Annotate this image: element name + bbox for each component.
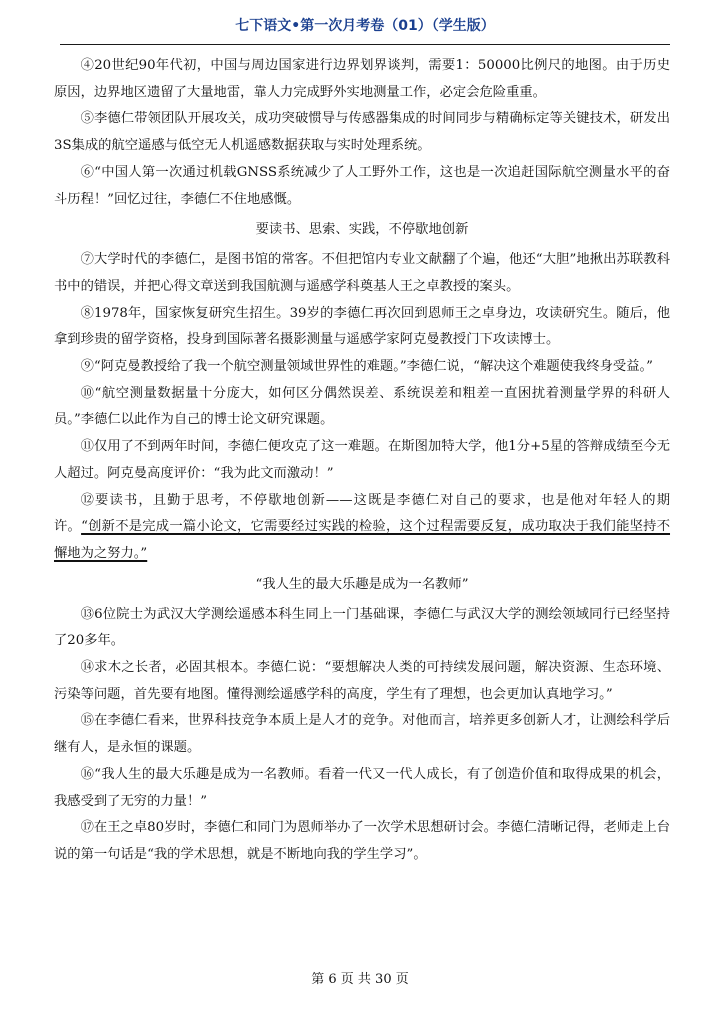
paragraph-12: [54, 488, 670, 568]
paragraph-11: ⑪仅用了不到两年时间，李德仁便攻克了这一难题。在斯图加特大学，他1分+5星的答辩成绩至今无人超过。阿克曼高度评价：“我为此文而激动！”: [54, 439, 670, 481]
paragraph-5: ⑤李德仁带领团队开展攻关，成功突破惯导与传感器集成的时间同步与精确标定等关键技术，研发出3S集成的航空遥感与低空无人机遥感数据获取与实时处理系统。: [54, 111, 670, 154]
paragraph-13: ⑬6位院士为武汉大学测绘遥感本科生同上一门基础课，李德仁与武汉大学的测绘领域同行已经坚持了20多年。: [54, 606, 670, 649]
paragraph-14: ⑭求木之长者，必固其根本。李德仁说：“要想解决人类的可持续发展问题，解决资源、生态环境、污染等问题，首先要有地图。懂得测绘遥感学科的高度，学生有了理想，也会更加认真地学习。”: [54, 660, 670, 702]
page-header: [60, 14, 670, 45]
paragraph-15: ⑮在李德仁看来，世界科技竞争本质上是人才的竞争。对他而言，培养更多创新人才，让测绘科学后继有人，是永恒的课题。: [54, 713, 670, 756]
underlined-quote: “创新不是完成一篇小论文，它需要经过实践的检验，这个过程需要反复，成功取决于我们能坚持不懈地为之努力。”: [54, 519, 671, 561]
paragraph-4: ④20世纪90年代初，中国与周边国家进行边界划界谈判，需要1：50000比例尺的地图。由于历史原因，边界地区遗留了大量地雷，靠人力完成野外实地测量工作，必定会危险重重。: [54, 58, 670, 100]
paragraph-7: ⑦大学时代的李德仁，是图书馆的常客。不但把馆内专业文献翻了个遍，他还“大胆”地揪出苏联教科书中的错误，并把心得文章送到我国航测与遥感学科奠基人王之卓教授的案头。: [54, 252, 670, 294]
paragraph-8: ⑧1978年，国家恢复研究生招生。39岁的李德仁再次回到恩师王之卓身边，攻读研究生。随后，他拿到珍贵的留学资格，投身到国际著名摄影测量与遥感学家阿克曼教授门下攻读博士。: [54, 305, 670, 348]
header-title: 七下语文•第一次月考卷（01）（学生版）: [235, 18, 495, 34]
paragraph-9: ⑨“阿克曼教授给了我一个航空测量领域世界性的难题。”李德仁说，“解决这个难题使我终身受益。”: [80, 359, 653, 375]
subheading-reading-innovation: 要读书、思索、实践，不停歇地创新: [255, 222, 469, 238]
paragraph-6: ⑥“中国人第一次通过机载GNSS系统减少了人工野外工作，这也是一次追赶国际航空测量水平的奋斗历程！”回忆过往，李德仁不住地感慨。: [54, 164, 670, 207]
subheading-teacher-joy: “我人生的最大乐趣是成为一名教师”: [255, 576, 469, 592]
article-body: [54, 53, 670, 869]
paragraph-12-text: ⑫要读书，且勤于思考，不停歇地创新——这既是李德仁对自己的要求，也是他对年轻人的期许。: [54, 492, 670, 535]
paragraph-17: ⑰在王之卓80岁时，李德仁和同门为恩师举办了一次学术思想研讨会。李德仁清晰记得，老师走上台说的第一句话是“我的学术思想，就是不断地向我的学生学习”。: [54, 820, 670, 862]
paragraph-10: ⑩“航空测量数据量十分庞大，如何区分偶然误差、系统误差和粗差一直困扰着测量学界的科研人员。”李德仁以此作为自己的博士论文研究课题。: [54, 385, 670, 428]
paragraph-16: ⑯“我人生的最大乐趣是成为一名教师。看着一代又一代人成长，有了创造价值和取得成果的机会，我感受到了无穷的力量！”: [54, 766, 670, 809]
page-number: 第 6 页 共 30 页: [311, 972, 409, 987]
page-footer: [0, 970, 720, 990]
